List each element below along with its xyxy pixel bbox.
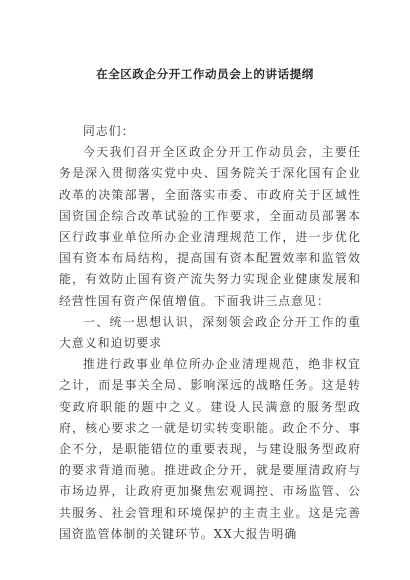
paragraph-section-1: 推进行政事业单位所办企业清理规范，绝非权宜之计，而是事关全局、影响深远的战略任务。这是转变政府职能的题中之义。建设人民满意的服务型政府，核心要求之一就是切实转变职能。政企不分、事企不分，是职能错位的重要表现，与建设服务型政府的要求背道而驰。推进政企分开，就是要厘清政府与市场边界，让政府更加聚焦宏观调控、市场监管、公共服务、社会管理和环境保护的主责主业。这是完善国资监管体制的关键环节。XX大报告明确	[59, 357, 361, 541]
section-heading-1: 一、统一思想认识，深刻领会政企分开工作的重大意义和迫切要求	[59, 314, 361, 351]
document-body	[59, 121, 361, 545]
document-title: 在全区政企分开工作动员会上的讲话提纲	[96, 67, 314, 81]
paragraph-intro: 今天我们召开全区政企分开工作动员会，主要任务是深入贯彻落实党中央、国务院关于深化国有企业改革的决策部署，全面落实市委、市政府关于区域性国资国企综合改革试验的工作要求，全面动员部署本区行政事业单位所办企业清理规范工作，进一步优化国有资本布局结构，提高国有资本配置效率和监管效能，有效防止国有资产流失努力实现企业健康发展和经营性国有资产保值增值。下面我讲三点意见：	[59, 145, 361, 308]
salutation: 同志们：	[83, 124, 135, 138]
